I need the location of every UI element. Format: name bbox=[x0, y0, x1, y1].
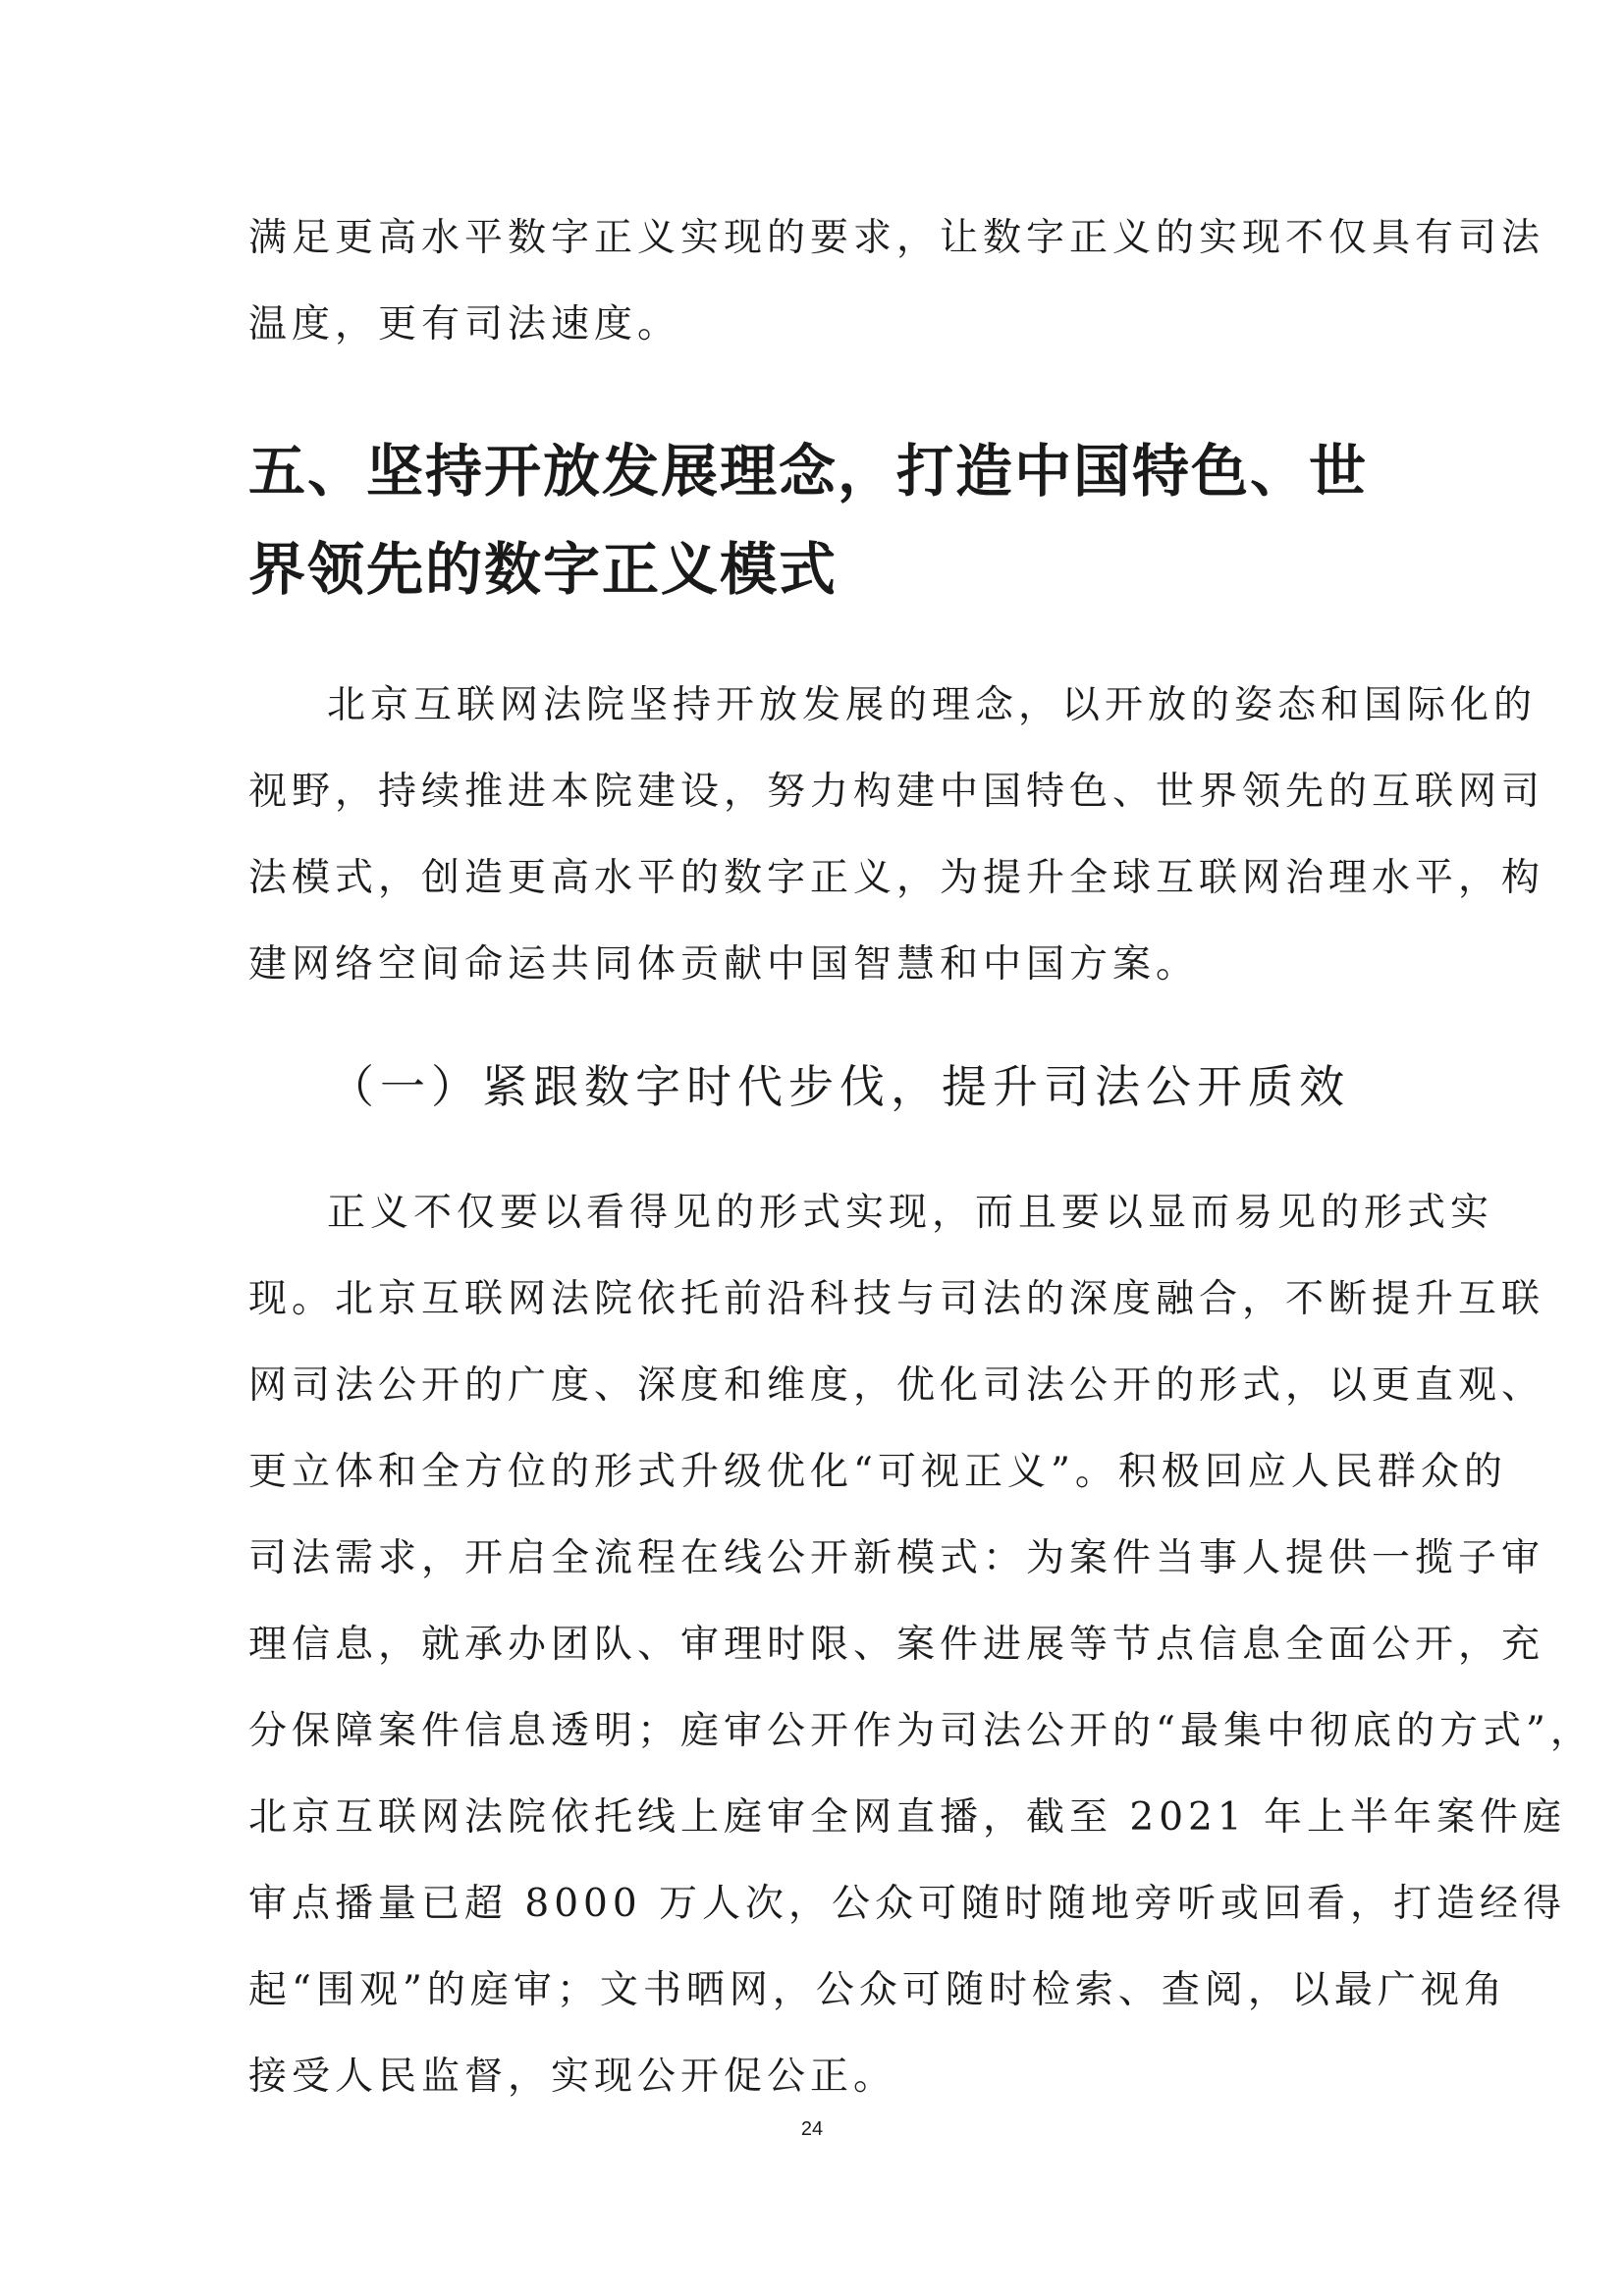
intro-line: 温度，更有司法速度。 bbox=[248, 302, 681, 347]
paragraph-line: 起“围观”的庭审；文书晒网，公众可随时检索、查阅，以最广视角 bbox=[248, 1968, 1507, 2012]
paragraph-line: 接受人民监督，实现公开促公正。 bbox=[248, 2055, 897, 2099]
section-title-line: 界领先的数字正义模式 bbox=[248, 536, 839, 603]
paragraph-line: 视野，持续推进本院建设，努力构建中国特色、世界领先的互联网司 bbox=[248, 770, 1545, 814]
paragraph-line: 北京互联网法院坚持开放发展的理念，以开放的姿态和国际化的 bbox=[327, 683, 1538, 727]
paragraph-line: 北京互联网法院依托线上庭审全网直播，截至 2021 年上半年案件庭 bbox=[248, 1795, 1567, 1840]
paragraph-line: 司法需求，开启全流程在线公开新模式：为案件当事人提供一揽子审 bbox=[248, 1536, 1545, 1580]
paragraph-line: 更立体和全方位的形式升级优化“可视正义”。积极回应人民群众的 bbox=[248, 1450, 1507, 1494]
paragraph-line: 法模式，创造更高水平的数字正义，为提升全球互联网治理水平，构 bbox=[248, 856, 1545, 900]
paragraph-line: 分保障案件信息透明；庭审公开作为司法公开的“最集中彻底的方式”， bbox=[248, 1709, 1594, 1753]
paragraph-line: 理信息，就承办团队、审理时限、案件进展等节点信息全面公开，充 bbox=[248, 1623, 1545, 1667]
paragraph-line: 建网络空间命运共同体贡献中国智慧和中国方案。 bbox=[248, 942, 1200, 987]
page-number: 24 bbox=[800, 2118, 824, 2140]
paragraph-line: 正义不仅要以看得见的形式实现，而且要以显而易见的形式实 bbox=[327, 1191, 1494, 1235]
paragraph-line: 现。北京互联网法院依托前沿科技与司法的深度融合，不断提升互联 bbox=[248, 1277, 1545, 1321]
intro-line: 满足更高水平数字正义实现的要求，让数字正义的实现不仅具有司法 bbox=[248, 216, 1545, 260]
paragraph-line: 网司法公开的广度、深度和维度，优化司法公开的形式，以更直观、 bbox=[248, 1363, 1545, 1408]
subsection-title: （一）紧跟数字时代步伐，提升司法公开质效 bbox=[329, 1060, 1350, 1113]
paragraph-line: 审点播量已超 8000 万人次，公众可随时随地旁听或回看，打造经得 bbox=[248, 1882, 1567, 1926]
section-title-line: 五、坚持开放发展理念，打造中国特色、世 bbox=[248, 438, 1369, 505]
